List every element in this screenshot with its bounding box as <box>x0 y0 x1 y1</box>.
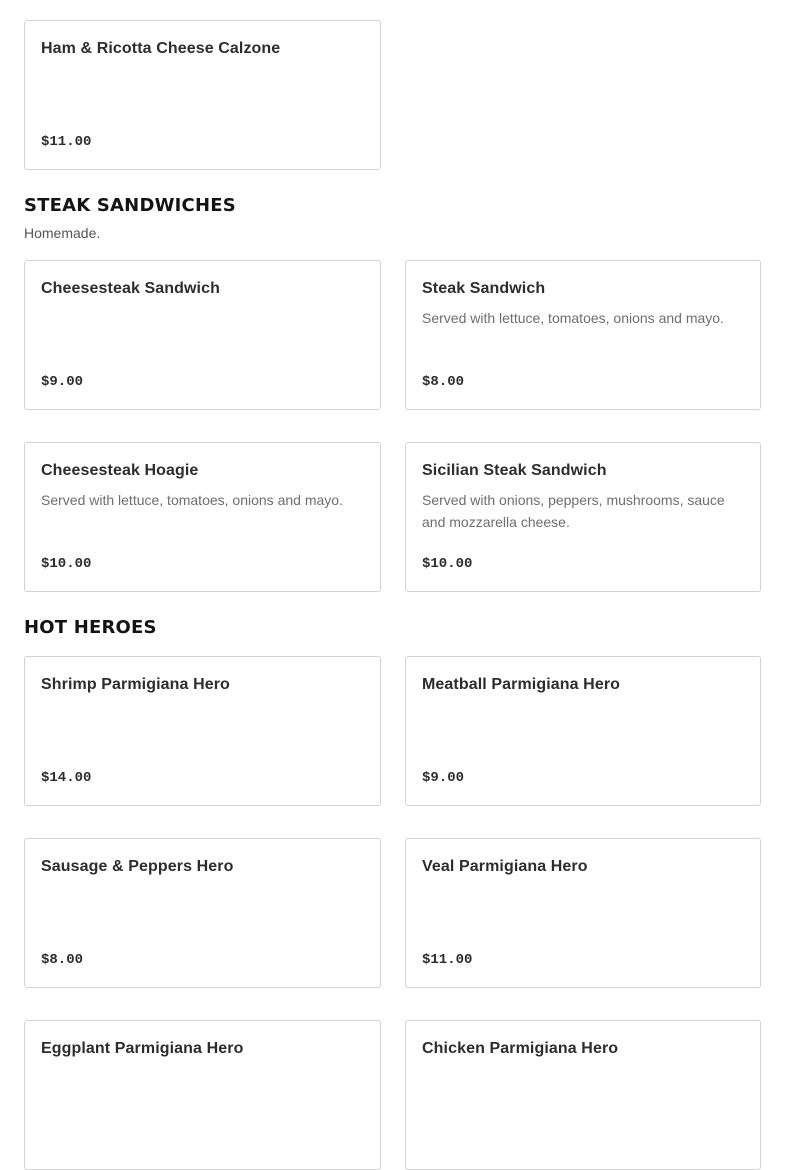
menu-item-description: Served with lettuce, tomatoes, onions and mayo. <box>41 492 343 508</box>
menu-item-name: Ham & Ricotta Cheese Calzone <box>41 40 281 57</box>
menu-item-price: $9.00 <box>41 374 84 390</box>
menu-item-card[interactable] <box>24 838 381 988</box>
menu-item-name: Shrimp Parmigiana Hero <box>41 676 230 693</box>
menu-item-card[interactable] <box>405 260 761 410</box>
section-title-steak-sandwiches: STEAK SANDWICHES <box>24 195 236 216</box>
menu-item-name: Chicken Parmigiana Hero <box>422 1040 619 1057</box>
menu-item-card[interactable] <box>24 656 381 806</box>
menu-item-card[interactable] <box>405 442 761 592</box>
menu-item-description: Served with onions, peppers, mushrooms, sauce and mozzarella cheese. <box>422 492 725 530</box>
menu-item-card[interactable] <box>405 838 761 988</box>
menu-item-card[interactable] <box>24 20 381 170</box>
menu-item-name: Steak Sandwich <box>422 280 546 297</box>
menu-item-card[interactable] <box>405 1020 761 1170</box>
menu-item-name: Sicilian Steak Sandwich <box>422 462 607 479</box>
menu-item-price: $10.00 <box>41 556 92 572</box>
menu-item-card[interactable] <box>24 1020 381 1170</box>
menu-item-description: Served with lettuce, tomatoes, onions and mayo. <box>422 310 724 326</box>
menu-item-card[interactable] <box>24 260 381 410</box>
menu-item-price: $11.00 <box>422 952 473 968</box>
menu-item-name: Eggplant Parmigiana Hero <box>41 1040 244 1057</box>
menu-item-name: Cheesesteak Hoagie <box>41 462 199 479</box>
menu-item-price: $11.00 <box>41 134 92 150</box>
menu-item-card[interactable] <box>24 442 381 592</box>
section-title-hot-heroes: HOT HEROES <box>24 617 157 638</box>
menu-item-price: $8.00 <box>422 374 465 390</box>
menu-item-card[interactable] <box>405 656 761 806</box>
section-description: Homemade. <box>24 225 101 241</box>
menu-item-name: Cheesesteak Sandwich <box>41 280 220 297</box>
menu-item-name: Veal Parmigiana Hero <box>422 858 588 875</box>
menu-item-price: $8.00 <box>41 952 84 968</box>
menu-item-name: Meatball Parmigiana Hero <box>422 676 621 693</box>
menu-item-price: $10.00 <box>422 556 473 572</box>
menu-item-price: $14.00 <box>41 770 92 786</box>
menu-item-name: Sausage & Peppers Hero <box>41 858 234 875</box>
menu-item-price: $9.00 <box>422 770 465 786</box>
